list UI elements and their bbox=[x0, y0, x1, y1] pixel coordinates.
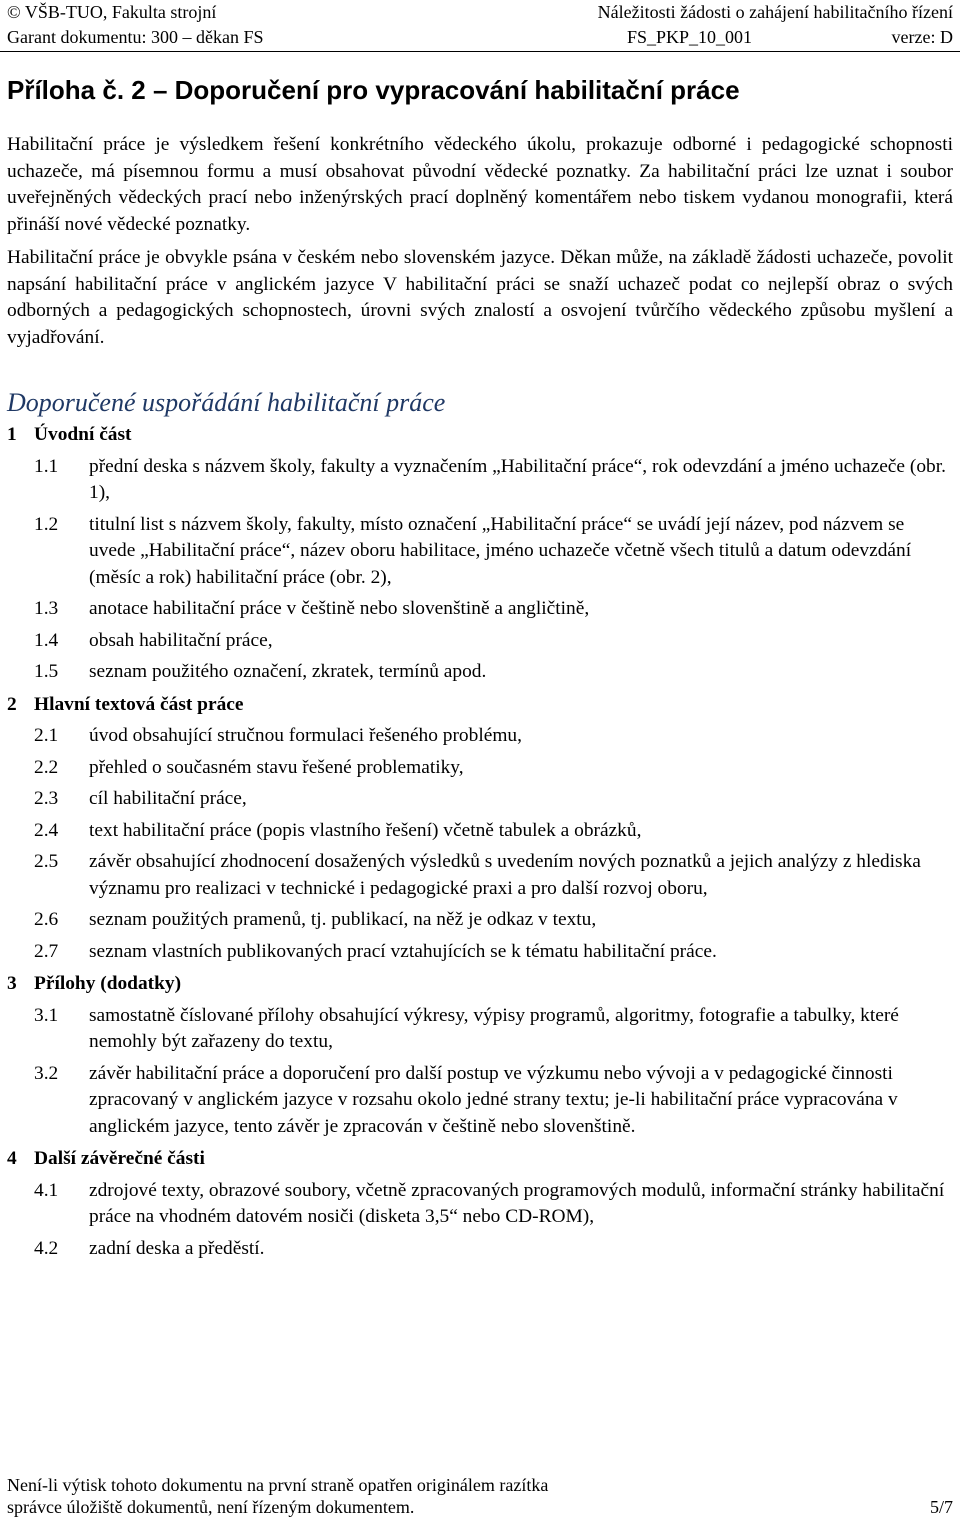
outline-section-title bbox=[7, 971, 953, 998]
item-number: 2.4 bbox=[34, 819, 59, 841]
item-text: seznam použitého označení, zkratek, termínů apod. bbox=[89, 661, 487, 682]
outline-item bbox=[7, 1178, 953, 1231]
outline-item bbox=[7, 755, 953, 782]
outline-item bbox=[7, 786, 953, 813]
section-title: Přílohy (dodatky) bbox=[34, 973, 182, 994]
section-heading: Doporučené uspořádání habilitační práce bbox=[7, 388, 446, 417]
outline-item bbox=[7, 907, 953, 934]
item-number: 1.3 bbox=[34, 598, 59, 619]
outline-item bbox=[7, 596, 953, 623]
item-text: samostatně číslované přílohy obsahující výkresy, výpisy programů, algoritmy, fotografie a tabulky, které nemohly být zařazeny do textu, bbox=[89, 1004, 899, 1052]
outline-item bbox=[7, 1061, 953, 1141]
item-number: 1.2 bbox=[34, 513, 59, 535]
item-number: 1.4 bbox=[34, 629, 59, 651]
outline-section-title bbox=[7, 422, 953, 449]
outline-item bbox=[7, 939, 953, 966]
item-number: 2.3 bbox=[34, 788, 59, 809]
outline-section-title bbox=[7, 1146, 953, 1173]
header-divider bbox=[0, 51, 960, 52]
section-title: Úvodní část bbox=[34, 424, 132, 445]
outline-item bbox=[7, 818, 953, 845]
outline-item bbox=[7, 454, 953, 507]
item-number: 1.1 bbox=[34, 455, 59, 477]
section-title: Další závěrečné části bbox=[34, 1148, 205, 1169]
section-number: 4 bbox=[7, 1148, 17, 1169]
page-number: 5/7 bbox=[929, 1497, 953, 1517]
footer-note-line1: Není-li výtisk tohoto dokumentu na první straně opatřen originálem razítka bbox=[7, 1475, 549, 1495]
page-header bbox=[7, 0, 953, 50]
intro-paragraph: Habilitační práce je obvykle psána v českém nebo slovenském jazyce. Děkan může, na základě žádosti uchazeče, povolit napsání habilitační práce v anglickém jazyce V habilitační práci se snaží uchazeč podat co nejlepší obraz o svých odborných a pedagogických schopnostech, úrovni svých znalostí a osvojení tvůrčího vědeckého způsobu myšlení a vyjadřování. bbox=[7, 247, 953, 348]
page-footer bbox=[7, 1474, 953, 1518]
item-number: 3.1 bbox=[34, 1004, 59, 1026]
item-number: 1.5 bbox=[34, 661, 59, 682]
footer-note-line2: správce úložiště dokumentů, není řízeným dokumentem. bbox=[7, 1497, 415, 1517]
item-number: 4.2 bbox=[34, 1237, 59, 1259]
intro-text bbox=[7, 132, 953, 351]
item-text: anotace habilitační práce v češtině nebo slovenštině a angličtině, bbox=[89, 598, 590, 619]
item-text: cíl habilitační práce, bbox=[89, 788, 247, 809]
section-number: 2 bbox=[7, 693, 17, 715]
item-number: 2.2 bbox=[34, 756, 59, 778]
item-text: přehled o současném stavu řešené problematiky, bbox=[89, 756, 464, 778]
item-text: závěr obsahující zhodnocení dosažených výsledků s uvedením nových poznatků a jejich analýzy z hlediska významu pro realizaci v technické i pedagogické praxi a pro další rozvoj oboru, bbox=[89, 851, 921, 899]
page-title: Příloha č. 2 – Doporučení pro vypracování habilitační práce bbox=[7, 75, 740, 105]
header-org: © VŠB-TUO, Fakulta strojní bbox=[7, 2, 217, 22]
item-text: zdrojové texty, obrazové soubory, včetně zpracovaných programových modulů, informační stránky habilitační práce na vhodném datovém nosiči (disketa 3,5“ nebo CD-ROM), bbox=[89, 1179, 945, 1227]
outline-item bbox=[7, 628, 953, 655]
header-guarantor: Garant dokumentu: 300 – děkan FS bbox=[7, 27, 264, 47]
item-text: úvod obsahující stručnou formulaci řešeného problému, bbox=[89, 725, 522, 746]
item-text: přední deska s názvem školy, fakulty a vyznačením „Habilitační práce“, rok odevzdání a jméno uchazeče (obr. 1), bbox=[89, 455, 946, 503]
outline-item bbox=[7, 1003, 953, 1056]
item-text: seznam vlastních publikovaných prací vztahujících se k tématu habilitační práce. bbox=[89, 940, 717, 962]
outline-item bbox=[7, 659, 953, 686]
outline-section-title bbox=[7, 692, 953, 719]
section-title: Hlavní textová část práce bbox=[34, 693, 244, 715]
header-doc-code: FS_PKP_10_001 bbox=[627, 27, 753, 47]
item-number: 2.5 bbox=[34, 851, 59, 872]
section-number: 3 bbox=[7, 973, 17, 994]
section-number: 1 bbox=[7, 424, 17, 445]
structure-outline bbox=[7, 422, 953, 1262]
outline-item bbox=[7, 849, 953, 902]
header-row-top bbox=[7, 0, 953, 25]
item-number: 3.2 bbox=[34, 1062, 59, 1084]
item-number: 2.7 bbox=[34, 940, 59, 962]
item-number: 2.1 bbox=[34, 725, 59, 746]
item-number: 4.1 bbox=[34, 1179, 59, 1201]
header-doc-title: Náležitosti žádosti o zahájení habilitačního řízení bbox=[597, 2, 953, 22]
item-text: text habilitační práce (popis vlastního řešení) včetně tabulek a obrázků, bbox=[89, 819, 642, 841]
header-row-bottom bbox=[7, 25, 953, 50]
item-text: titulní list s názvem školy, fakulty, místo označení „Habilitační práce“ se uvádí její název, pod názvem se uvede „Habilitační práce“, název oboru habilitace, jméno uchazeče včetně všech titulů a datum odevzdání (měsíc a rok) habilitační práce (obr. 2), bbox=[89, 513, 912, 588]
outline-item bbox=[7, 723, 953, 750]
item-number: 2.6 bbox=[34, 909, 59, 930]
outline-item bbox=[7, 1236, 953, 1263]
item-text: zadní deska a předěstí. bbox=[89, 1237, 265, 1259]
footer-row bbox=[7, 1496, 953, 1518]
intro-paragraph: Habilitační práce je výsledkem řešení konkrétního vědeckého úkolu, prokazuje odborné i pedagogické schopnosti uchazeče, má písemnou formu a musí obsahovat původní vědecké poznatky. Za habilitační práci lze uznat i soubor uveřejněných vědeckých prací nebo inženýrských prací doplněný komentářem nebo tiskem vydanou monografii, která přináší nové vědecké poznatky. bbox=[7, 134, 953, 235]
item-text: seznam použitých pramenů, tj. publikací, na něž je odkaz v textu, bbox=[89, 909, 597, 930]
item-text: závěr habilitační práce a doporučení pro další postup ve výzkumu nebo vývoji a v pedagogické činnosti zpracovaný v anglickém jazyce v rozsahu okolo jedné strany textu; je-li habilitační práce vypracována v anglickém jazyce, tento závěr je zpracován v češtině nebo slovenštině. bbox=[89, 1062, 898, 1137]
item-text: obsah habilitační práce, bbox=[89, 629, 273, 651]
header-version: verze: D bbox=[891, 27, 953, 47]
outline-item bbox=[7, 512, 953, 592]
